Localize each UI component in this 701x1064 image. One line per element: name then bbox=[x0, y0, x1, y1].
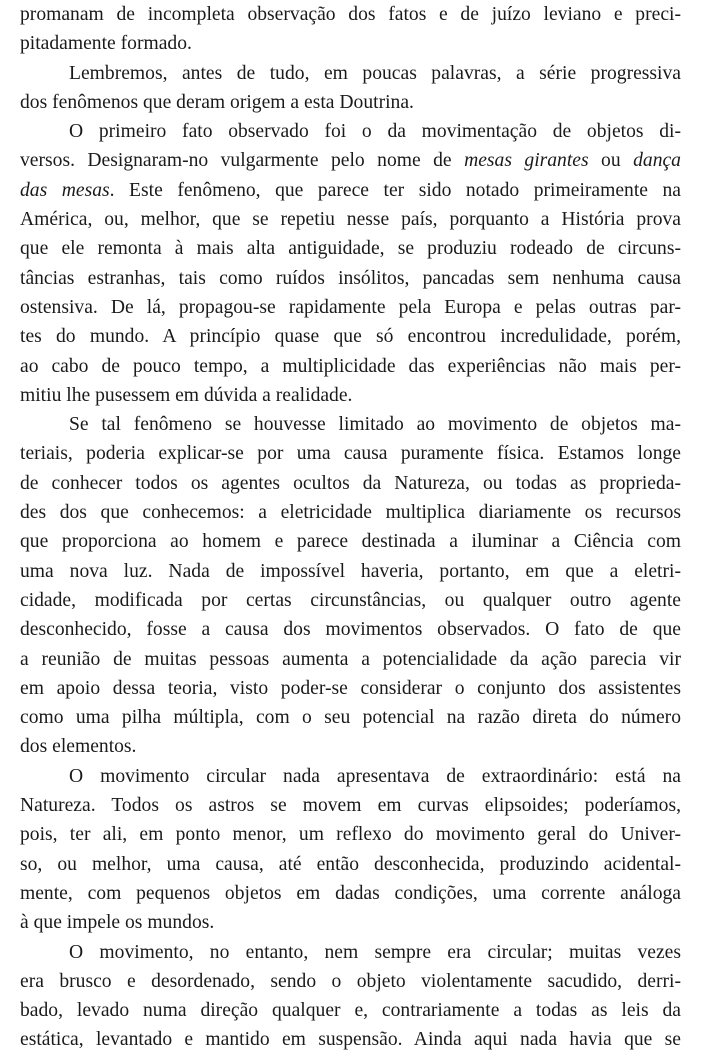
text-line: promanam de incompleta observação dos fatos e de juízo leviano e preci- bbox=[20, 4, 681, 25]
text-line: tes do mundo. A princípio quase que só encontrou incredulidade, porém, bbox=[20, 326, 681, 348]
text-line: so, ou melhor, uma causa, até então desconhecida, produzindo acidental- bbox=[20, 853, 681, 875]
text-line: tâncias estranhas, tais como ruídos insólitos, pancadas sem nenhuma causa bbox=[20, 267, 681, 289]
text-line: mente, com pequenos objetos em dadas condições, uma corrente análoga bbox=[20, 882, 681, 904]
text-run: ou bbox=[588, 150, 634, 172]
text-line: pitadamente formado. bbox=[20, 33, 192, 55]
text-line: à que impele os mundos. bbox=[20, 912, 215, 934]
paragraph bbox=[20, 938, 681, 1055]
text-line: como uma pilha múltipla, com o seu potencial na razão direta do número bbox=[20, 707, 681, 729]
text-line: estática, levantado e mantido em suspensão. Ainda aqui nada havia que se bbox=[20, 1029, 681, 1051]
italic-term: mesas girantes bbox=[464, 150, 589, 172]
text-line: O primeiro fato observado foi o da movimentação de objetos di- bbox=[69, 121, 681, 143]
paragraph bbox=[20, 59, 681, 118]
italic-term: das mesas bbox=[20, 179, 110, 201]
text-line: de conhecer todos os agentes ocultos da Natureza, ou todas as proprieda- bbox=[20, 472, 681, 494]
text-line: que ele remonta à mais alta antiguidade, se produziu rodeado de circuns- bbox=[20, 238, 681, 260]
text-line: Lembremos, antes de tudo, em poucas palavras, a série progressiva bbox=[69, 62, 681, 84]
text-line: bado, levado numa direção qualquer e, contrariamente a todas as leis da bbox=[20, 1000, 681, 1022]
paragraph bbox=[20, 117, 681, 410]
text-line: desconhecido, fosse a causa dos movimentos observados. O fato de que bbox=[20, 619, 681, 641]
text-line bbox=[20, 176, 681, 205]
text-line: em apoio dessa teoria, visto poder-se considerar o conjunto dos assistentes bbox=[20, 677, 681, 699]
text-line: teriais, poderia explicar-se por uma causa puramente física. Estamos longe bbox=[20, 443, 681, 465]
text-line: era brusco e desordenado, sendo o objeto violentamente sacudido, derri- bbox=[20, 970, 681, 992]
italic-term: dança bbox=[633, 150, 681, 172]
paragraph bbox=[20, 0, 681, 59]
text-line: Se tal fenômeno se houvesse limitado ao movimento de objetos ma- bbox=[69, 414, 681, 436]
text-line: pois, ter ali, em ponto menor, um reflexo do movimento geral do Univer- bbox=[20, 824, 681, 846]
text-run: versos. Designaram-no vulgarmente pelo nome de bbox=[20, 150, 465, 172]
paragraph bbox=[20, 762, 681, 938]
text-line bbox=[20, 146, 681, 175]
text-line: des dos que conhecemos: a eletricidade multiplica diariamente os recursos bbox=[20, 502, 681, 524]
text-line: uma nova luz. Nada de impossível haveria, portanto, em que a eletri- bbox=[20, 560, 681, 582]
text-line: O movimento, no entanto, nem sempre era circular; muitas vezes bbox=[69, 941, 681, 963]
text-line: ao cabo de pouco tempo, a multiplicidade das experiências não mais per- bbox=[20, 355, 681, 377]
text-line: a reunião de muitas pessoas aumenta a potencialidade da ação parecia vir bbox=[20, 648, 681, 670]
text-line: América, ou, melhor, que se repetiu nesse país, porquanto a História prova bbox=[20, 209, 681, 231]
text-line: que proporciona ao homem e parece destinada a iluminar a Ciência com bbox=[20, 531, 681, 553]
text-line: dos elementos. bbox=[20, 736, 137, 758]
text-line: dos fenômenos que deram origem a esta Doutrina. bbox=[20, 91, 414, 113]
text-run: . Este fenômeno, que parece ter sido notado primeiramente na bbox=[109, 179, 681, 201]
text-line: mitiu lhe pusessem em dúvida a realidade. bbox=[20, 384, 353, 406]
text-line: Natureza. Todos os astros se movem em curvas elipsoides; poderíamos, bbox=[20, 795, 681, 817]
text-line: O movimento circular nada apresentava de extraordinário: está na bbox=[69, 765, 681, 787]
paragraph bbox=[20, 410, 681, 762]
text-line: cidade, modificada por certas circunstâncias, ou qualquer outro agente bbox=[20, 589, 681, 611]
text-line: ostensiva. De lá, propagou-se rapidamente pela Europa e pelas outras par- bbox=[20, 296, 681, 318]
